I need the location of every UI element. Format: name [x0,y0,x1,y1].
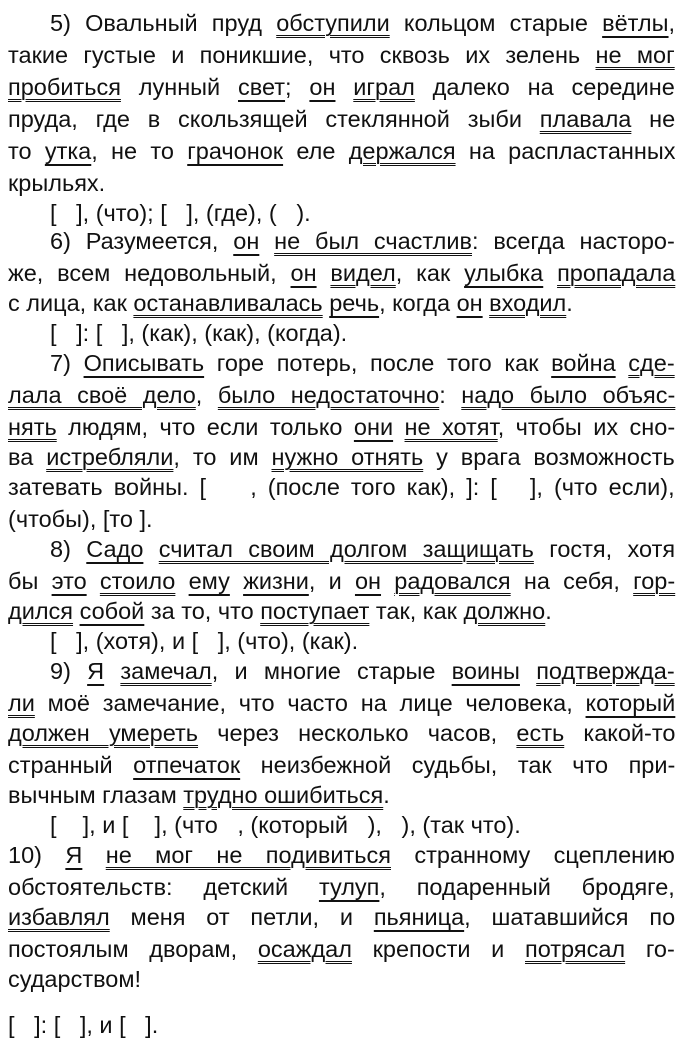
predicate-word: играл [353,74,415,100]
predicate-word: обступили [276,10,390,36]
text-segment: , чтобы их сно- [497,414,676,440]
subject-word: речь [329,290,380,316]
text-segment: на распластанных [455,138,676,164]
subject-word: отпечаток [133,752,241,778]
text-segment: : [439,382,462,408]
text-segment: у врага возможность [423,444,675,470]
predicate-word: потрясал [525,936,626,962]
text-segment: . [566,290,573,316]
text-segment: , [668,10,676,36]
text-segment: [ ], (что); [ ], (где), ( ). [50,200,311,226]
subject-word: воины [451,658,520,684]
subject-word: он [354,568,382,594]
text-segment [259,228,274,254]
text-segment: , подаренный бродяге, [379,874,675,900]
text-segment: еле [283,138,349,164]
text-line [8,872,675,902]
text-segment: меня от петли, и [109,904,374,930]
subject-word: утка [44,138,92,164]
text-segment: 10) [8,842,66,868]
subject-word: вётлы [602,10,669,36]
text-segment: [ ], (хотя), и [ ], (что), (как). [50,628,359,654]
text-segment: , не то [91,138,188,164]
text-segment [317,260,331,286]
subject-word: тулуп [318,874,380,900]
subject-word: который [585,690,676,716]
predicate-word: пробиться [8,74,121,100]
text-segment: кольцом старые [389,10,603,36]
text-segment: странному сцеплению [391,842,675,868]
text-segment: 5) Овальный пруд [50,10,277,36]
text-segment [175,568,188,594]
text-segment: 6) Разумеется, [50,228,234,254]
predicate-word: поступает [260,598,370,624]
subject-word: грачонок [187,138,284,164]
text-segment: , когда [379,290,457,316]
text-segment: же, всем недовольный, [8,260,291,286]
predicate-word: входил [489,290,567,316]
predicate-word: трудно ошибиться [183,782,384,808]
text-segment [143,536,158,562]
text-line [50,534,675,564]
text-line [8,718,675,748]
text-segment: вычным глазам [8,782,184,808]
text-segment: пруда, где в скользящей стеклянной зыби [8,106,540,132]
text-line [8,40,675,70]
text-segment: (чтобы), [то ]. [8,506,153,532]
subject-word: собой [79,598,145,624]
text-line [50,626,358,656]
text-segment: на себя, [510,568,634,594]
text-segment: го- [625,936,675,962]
text-segment: 9) [50,658,88,684]
text-segment: далеко на середине [414,74,675,100]
subject-word: он [233,228,260,254]
predicate-word: останавливалась [133,290,323,316]
text-line [8,596,552,626]
text-line [8,934,675,964]
text-segment [104,658,120,684]
text-line [8,840,675,870]
text-line [8,380,675,410]
predicate-word: видел [330,260,396,286]
text-segment: затевать войны. [ , (после того как), ]: [ ], (что если), [8,474,675,500]
text-segment [230,568,243,594]
predicate-word: должно [463,598,546,624]
text-segment: горе потерь, после того как [204,350,552,376]
text-segment: какой-то [564,720,676,746]
text-line [8,780,390,810]
text-segment: . [545,598,552,624]
predicate-word: осаждал [257,936,352,962]
text-line [50,8,675,38]
text-segment [393,414,404,440]
text-segment: , то им [173,444,272,470]
predicate-word: не мог не подивиться [105,842,391,868]
text-segment: не [631,106,676,132]
text-segment: , [195,382,218,408]
text-segment: : всегда насторо- [472,228,675,254]
predicate-word: избавлял [8,904,110,930]
predicate-word: надо было объяс- [461,382,676,408]
text-line [8,504,153,534]
text-line [8,104,675,134]
text-segment: моё замечание, что часто на лице человека, [34,690,586,716]
text-segment: крепости и [351,936,526,962]
text-segment [520,658,536,684]
predicate-word: замечал [120,658,212,684]
text-segment: , и [308,568,355,594]
text-segment: так, как [369,598,464,624]
text-line [8,168,105,198]
text-segment [82,842,105,868]
text-segment: людям, что если только [56,414,354,440]
subject-word: это [51,568,87,594]
text-segment: странный [8,752,134,778]
subject-word: Описывать [83,350,205,376]
text-segment: сударством! [8,966,142,992]
predicate-word: радовался [394,568,511,594]
text-segment: , и многие старые [211,658,452,684]
text-line [50,198,311,228]
predicate-word: стоило [99,568,176,594]
text-line [50,318,347,348]
text-line [50,810,521,840]
text-segment: 7) [50,350,84,376]
predicate-word: не мог [595,42,675,68]
subject-word: пьяница [373,904,465,930]
subject-word: жизни [243,568,309,594]
subject-word: он [309,74,336,100]
predicate-word: нять [8,414,57,440]
text-line [50,226,675,256]
text-segment: постоялым дворам, [8,936,258,962]
text-line [8,902,675,932]
text-line [8,964,141,994]
text-segment: крыльях. [8,170,106,196]
text-line [8,1010,158,1040]
subject-word: улыбка [464,260,544,286]
predicate-word: должен умереть [8,720,199,746]
text-line [8,258,675,288]
predicate-word: плавала [539,106,632,132]
predicate-word: подтвержда- [536,658,675,684]
predicate-word: лала своё дело [8,382,196,408]
predicate-word: не был счастлив [274,228,472,254]
text-segment: , как [395,260,465,286]
text-segment: [ ]: [ ], и [ ]. [8,1012,159,1038]
text-segment: , шатавшийся по [464,904,676,930]
predicate-word: пропадала [557,260,676,286]
text-segment: такие густые и поникшие, что сквозь их зелень [8,42,596,68]
subject-word: ему [188,568,230,594]
text-segment [335,74,353,100]
text-line [8,136,675,166]
text-segment: через несколько часов, [198,720,517,746]
predicate-word: не хотят [404,414,498,440]
text-segment [543,260,557,286]
text-line [8,288,573,318]
predicate-word: нужно отнять [271,444,424,470]
text-line [50,348,675,378]
subject-word: свет [238,74,286,100]
predicate-word: ли [8,690,35,716]
text-line [50,656,675,686]
predicate-word: есть [516,720,565,746]
text-line [8,688,675,718]
subject-word: Садо [86,536,144,562]
text-segment: [ ], и [ ], (что , (который ), ), (так что). [50,812,521,838]
subject-word: война [551,350,616,376]
subject-word: они [353,414,394,440]
predicate-word: было недостаточно [217,382,440,408]
text-line [8,750,675,780]
text-segment: с лица, как [8,290,134,316]
text-segment: бы [8,568,52,594]
text-segment: лунный [120,74,239,100]
subject-word: Я [87,658,105,684]
text-segment: гостя, хотя [533,536,676,562]
predicate-word: гор- [633,568,676,594]
text-segment: . [383,782,390,808]
text-line [8,442,675,472]
text-line [8,472,675,502]
text-segment: за то, что [144,598,261,624]
text-segment: неизбежной судьбы, так что при- [240,752,676,778]
text-segment: [ ]: [ ], (как), (как), (когда). [50,320,348,346]
predicate-word: держался [348,138,456,164]
predicate-word: истребляли [46,444,174,470]
text-line [8,412,675,442]
predicate-word: сде- [628,350,675,376]
predicate-word: считал своим долгом защищать [158,536,534,562]
text-segment [381,568,394,594]
text-line [8,566,675,596]
text-segment: то [8,138,45,164]
predicate-word: дился [8,598,74,624]
subject-word: Я [65,842,83,868]
subject-word: он [290,260,317,286]
text-segment: 8) [50,536,87,562]
text-segment [616,350,629,376]
subject-word: он [456,290,483,316]
text-segment: обстоятельств: детский [8,874,319,900]
text-segment: ва [8,444,47,470]
text-segment [87,568,100,594]
text-segment: ; [285,74,310,100]
text-line [8,72,675,102]
